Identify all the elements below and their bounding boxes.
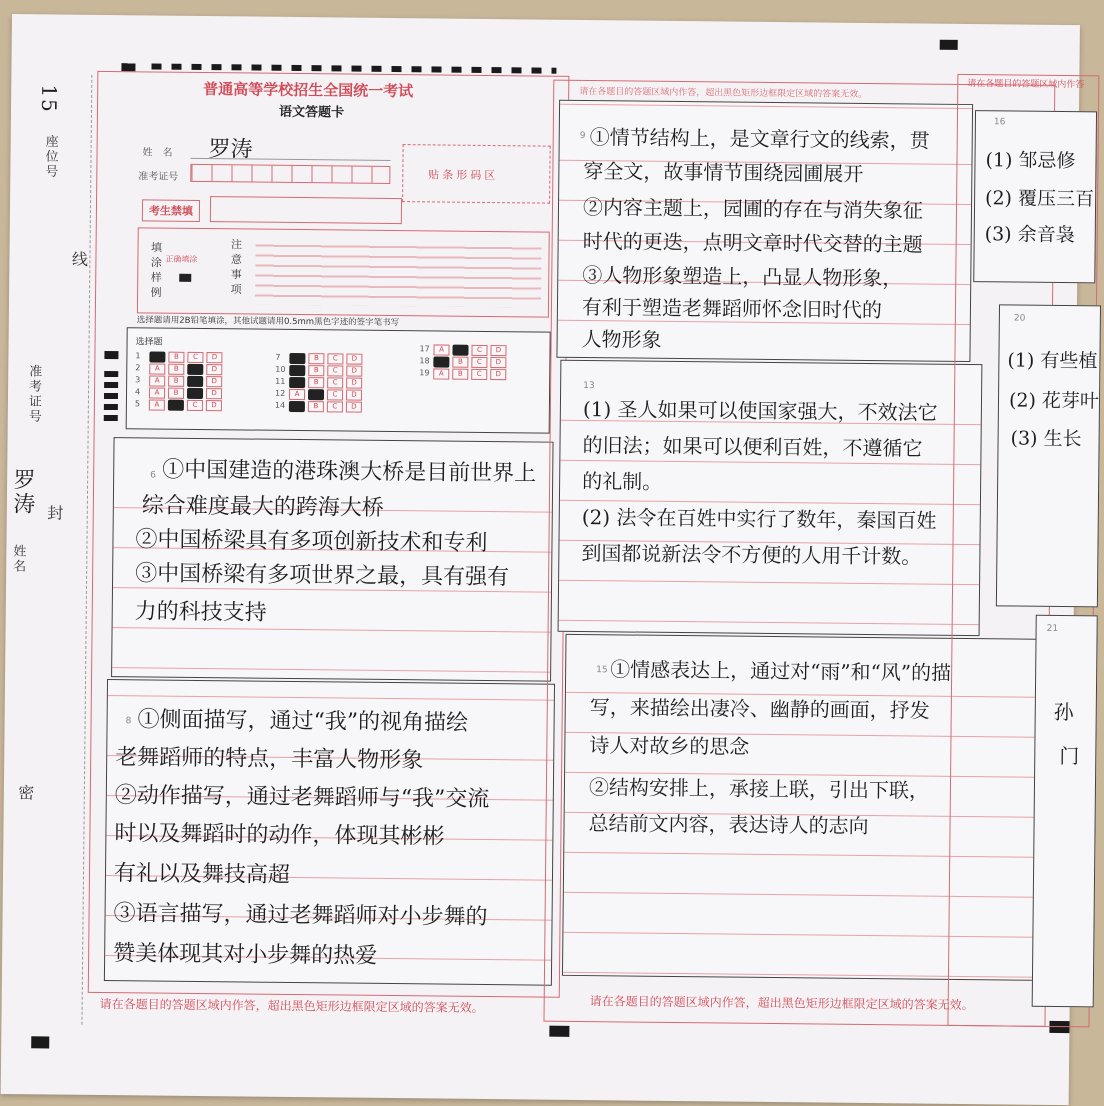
choice-bubble-10-C[interactable]: C — [327, 365, 343, 376]
choice-bubble-12-B[interactable] — [308, 389, 324, 400]
choice-bubble-10-A[interactable] — [289, 365, 305, 376]
q15-line-3: 诗人对故乡的思念 — [589, 733, 750, 759]
corner-mark-bottom-left — [31, 1036, 49, 1048]
choice-number: 5 — [134, 399, 141, 409]
q15-line-1: ①情感表达上，通过对“雨”和“风”的描 — [610, 657, 952, 685]
notes-label: 注意事项 — [229, 238, 243, 299]
choice-row-12 — [275, 388, 365, 401]
choice-number: 7 — [275, 352, 281, 362]
q13-number: 13 — [583, 381, 595, 392]
q6-line-5: 力的科技支持 — [134, 599, 267, 626]
q16-line-1: (1) 邹忌修 — [985, 149, 1076, 173]
choice-bubble-18-C[interactable]: C — [471, 357, 487, 368]
choice-title: 选择题 — [135, 337, 163, 348]
exam-id-boxes — [190, 164, 390, 184]
choice-row-7 — [275, 352, 365, 365]
top-timing-marks — [121, 63, 135, 71]
q6-number: 6 — [150, 470, 156, 481]
q8-line-5: 有礼以及舞技高超 — [113, 861, 291, 888]
choice-bubble-2-B[interactable]: B — [168, 364, 184, 375]
choice-bubble-7-D[interactable]: D — [346, 354, 362, 365]
q13-line-3: 的礼制。 — [582, 468, 663, 494]
choice-bubble-2-A[interactable]: A — [149, 363, 165, 374]
q8-line-4: 时以及舞蹈时的动作，体现其彬彬 — [114, 821, 445, 850]
choice-row-14 — [275, 400, 365, 413]
choice-bubble-14-A[interactable] — [289, 401, 305, 412]
choice-bubble-17-B[interactable] — [452, 345, 468, 356]
choice-bubble-14-D[interactable]: D — [346, 402, 362, 413]
q9-line-7: 人物形象 — [581, 326, 662, 352]
choice-bubble-18-D[interactable]: D — [490, 357, 506, 368]
candidate-box-label: 考生禁填 — [142, 199, 200, 222]
q6-line-3: ②中国桥梁具有多项创新技术和专利 — [135, 527, 488, 557]
choice-bubble-10-B[interactable]: B — [308, 365, 324, 376]
q13-line-5: 到国都说新法令不方便的人用千计数。 — [581, 540, 922, 569]
q8-line-7: 赞美体现其对小步舞的热爱 — [113, 941, 378, 969]
answer-box-q6[interactable] — [111, 437, 553, 682]
q15-line-4: ②结构安排上，承接上联，引出下联， — [588, 775, 930, 803]
choice-bubble-4-C[interactable] — [187, 388, 203, 399]
margin-name-label: 姓名 — [10, 544, 26, 575]
choice-bubble-17-A[interactable]: A — [433, 344, 449, 355]
choice-row-1 — [135, 350, 225, 363]
q16-line-2: (2) 覆压三百 — [985, 187, 1095, 211]
choice-bubble-5-A[interactable]: A — [149, 399, 165, 410]
choice-bubble-2-C[interactable] — [187, 364, 203, 375]
choice-bubble-18-B[interactable]: B — [452, 357, 468, 368]
candidate-box — [210, 196, 402, 224]
choice-bubble-12-C[interactable]: C — [327, 389, 343, 400]
q8-line-2: 老舞蹈师的特点，丰富人物形象 — [115, 745, 424, 774]
choice-bubble-19-A[interactable]: A — [433, 368, 449, 379]
choice-bubble-10-D[interactable]: D — [346, 366, 362, 377]
choice-number: 12 — [274, 388, 286, 398]
footer-note-mid: 请在各题目的答题区域内作答，超出黑色矩形边框限定区域的答案无效。 — [589, 994, 974, 1013]
corner-mark-top-mid — [940, 40, 958, 50]
choice-row-19 — [419, 367, 509, 380]
q16-number: 16 — [993, 117, 1006, 128]
answer-box-q16[interactable] — [973, 110, 1097, 283]
choice-row-18 — [419, 355, 509, 368]
choice-bubble-11-B[interactable]: B — [308, 377, 324, 388]
q16-line-3: (3) 余音袅 — [984, 223, 1075, 247]
choice-bubble-7-C[interactable]: C — [327, 353, 343, 364]
choice-bubble-14-B[interactable]: B — [308, 401, 324, 412]
corner-mark-bottom-mid — [549, 1026, 569, 1037]
choice-number: 4 — [135, 387, 141, 397]
choice-number: 18 — [419, 356, 430, 366]
choice-bubble-7-B[interactable]: B — [308, 353, 324, 364]
exam-subtitle: 语文答题卡 — [278, 104, 345, 121]
choice-bubble-5-D[interactable]: D — [206, 400, 222, 411]
choice-bubble-5-B[interactable] — [168, 400, 184, 411]
secret-char: 密 — [15, 784, 35, 803]
answer-box-q9[interactable] — [556, 100, 973, 362]
choice-bubble-5-C[interactable]: C — [187, 400, 203, 411]
barcode-label: 贴条形码区 — [428, 168, 499, 183]
choice-number: 11 — [275, 376, 286, 386]
q15-number: 15 — [596, 665, 608, 676]
choice-bubble-18-A[interactable] — [433, 356, 449, 367]
margin-name-value: 罗涛 — [9, 468, 36, 517]
choice-column-3 — [419, 343, 509, 380]
correct-fill-label: 正确填涂 — [165, 254, 198, 264]
seal-char: 封 — [44, 504, 64, 523]
choice-bubble-11-D[interactable]: D — [346, 378, 362, 389]
seat-number: 15 — [36, 84, 62, 114]
choice-row-11 — [275, 376, 365, 389]
correct-fill-sample — [179, 274, 191, 282]
answer-box-q8[interactable] — [104, 679, 555, 986]
pen-instruction: 选择题请用2B铅笔填涂，其他试题请用0.5mm黑色字迹的签字笔书写 — [136, 315, 400, 329]
footer-note-left: 请在各题目的答题区域内作答，超出黑色矩形边框限定区域的答案无效。 — [99, 996, 484, 1015]
choice-number: 17 — [419, 344, 430, 354]
choice-row-10 — [275, 364, 365, 377]
q20-line-2: (2) 花芽叶 — [1008, 389, 1100, 413]
q13-line-4: (2) 法令在百姓中实行了数年，秦国百姓 — [581, 504, 937, 533]
q9-line-4: 时代的更迭，点明文章时代交替的主题 — [582, 228, 923, 257]
choice-bubble-11-A[interactable] — [289, 377, 305, 388]
answer-box-q13[interactable] — [558, 360, 983, 636]
answer-sheet — [1, 14, 1100, 1105]
q9-line-5: ③人物形象塑造上，凸显人物形象， — [582, 262, 903, 291]
q21-line-1: 孙 — [1053, 699, 1074, 725]
q8-line-3: ②动作描写，通过老舞蹈师与“我”交流 — [114, 783, 490, 813]
answer-box-q21[interactable] — [1032, 615, 1098, 1008]
seat-label: 座位号 — [42, 134, 58, 180]
choice-bubble-1-C[interactable]: C — [187, 352, 203, 363]
choice-row-5 — [135, 398, 225, 411]
q13-line-2: 的旧法；如果可以便利百姓，不遵循它 — [582, 432, 923, 461]
fill-example-label: 填涂样例 — [148, 241, 163, 302]
q20-line-3: (3) 生长 — [1010, 427, 1082, 451]
q9-number: 9 — [579, 130, 586, 142]
choice-bubble-2-D[interactable]: D — [206, 364, 222, 375]
q6-line-4: ③中国桥梁有多项世界之最，具有强有 — [135, 561, 510, 591]
choice-bubble-4-D[interactable]: D — [206, 388, 222, 399]
choice-bubble-1-D[interactable]: D — [206, 352, 222, 363]
choice-column-1 — [135, 350, 226, 411]
choice-bubble-4-B[interactable]: B — [168, 388, 184, 399]
choice-bubble-11-C[interactable]: C — [327, 377, 343, 388]
choice-number: 19 — [419, 368, 430, 378]
q8-line-6: ③语言描写，通过老舞蹈师对小步舞的 — [113, 901, 488, 931]
q21-line-2: 门 — [1059, 744, 1080, 769]
choice-number: 10 — [275, 364, 286, 374]
choice-row-4 — [135, 386, 225, 399]
choice-bubble-4-A[interactable]: A — [149, 387, 165, 398]
q6-line-1: ①中国建造的港珠澳大桥是目前世界上 — [162, 457, 537, 487]
choice-bubble-19-B[interactable]: B — [452, 369, 468, 380]
exam-title: 普通高等学校招生全国统一考试 — [203, 80, 414, 101]
notes-text-lines — [255, 239, 542, 308]
choice-bubble-12-D[interactable]: D — [346, 390, 362, 401]
choice-column-2 — [275, 352, 366, 413]
choice-bubble-3-A[interactable]: A — [149, 375, 165, 386]
q9-line-6: 有利于塑造老舞蹈师怀念旧时代的 — [581, 294, 883, 323]
q15-line-2: 写，来描绘出凄冷、幽静的画面，抒发 — [589, 695, 930, 723]
q6-line-2: 综合难度最大的跨海大桥 — [141, 493, 384, 521]
choice-bubble-3-D[interactable]: D — [206, 376, 222, 387]
q9-line-1: ①情节结构上，是文章行文的线索，贯 — [589, 125, 930, 153]
line-char: 线 — [69, 250, 89, 269]
choice-number: 1 — [135, 351, 141, 361]
q15-line-5: 总结前文内容，表达诗人的志向 — [588, 811, 869, 839]
q20-number: 20 — [1013, 313, 1026, 324]
exam-id-label: 准考证号 — [25, 364, 42, 425]
q21-number: 21 — [1046, 623, 1059, 634]
choice-section — [126, 327, 551, 433]
q8-line-1: ①侧面描写，通过“我”的视角描绘 — [137, 707, 469, 736]
choice-bubble-3-C[interactable] — [187, 376, 203, 387]
choice-number: 14 — [274, 400, 286, 410]
q8-number: 8 — [125, 716, 132, 727]
choice-row-3 — [135, 374, 225, 387]
name-label: 姓 名 — [142, 147, 173, 159]
choice-bubble-17-C[interactable]: C — [471, 345, 487, 356]
choice-bubble-19-C[interactable]: C — [471, 369, 487, 380]
footer-note-top-right: 请在各题目的答题区域内作答 — [967, 79, 1085, 91]
choice-number: 3 — [135, 375, 141, 385]
footer-note-top-mid: 请在各题目的答题区域内作答，超出黑色矩形边框限定区域的答案无效。 — [579, 86, 868, 100]
name-value: 罗涛 — [208, 137, 253, 163]
q9-line-3: ②内容主题上，园圃的存在与消失象征 — [582, 194, 924, 223]
choice-bubble-14-C[interactable]: C — [327, 401, 343, 412]
choice-bubble-1-B[interactable]: B — [168, 352, 184, 363]
choice-bubble-3-B[interactable]: B — [168, 376, 184, 387]
choice-row-2 — [135, 362, 225, 375]
choice-number: 2 — [135, 363, 141, 373]
q20-line-1: (1) 有些植 — [1007, 349, 1098, 373]
q9-line-2: 穿全文，故事情节围绕园圃展开 — [583, 158, 864, 186]
choice-bubble-1-A[interactable] — [149, 351, 165, 362]
choice-bubble-12-A[interactable]: A — [289, 389, 305, 400]
choice-row-17 — [419, 343, 509, 356]
choice-bubble-17-D[interactable]: D — [490, 345, 506, 356]
choice-bubble-7-A[interactable] — [289, 353, 305, 364]
answer-box-q20[interactable] — [996, 304, 1101, 607]
choice-bubble-19-D[interactable]: D — [490, 369, 506, 380]
q13-line-1: (1) 圣人如果可以使国家强大，不效法它 — [582, 397, 938, 425]
exam-id-label-header: 准考证号 — [138, 171, 179, 183]
